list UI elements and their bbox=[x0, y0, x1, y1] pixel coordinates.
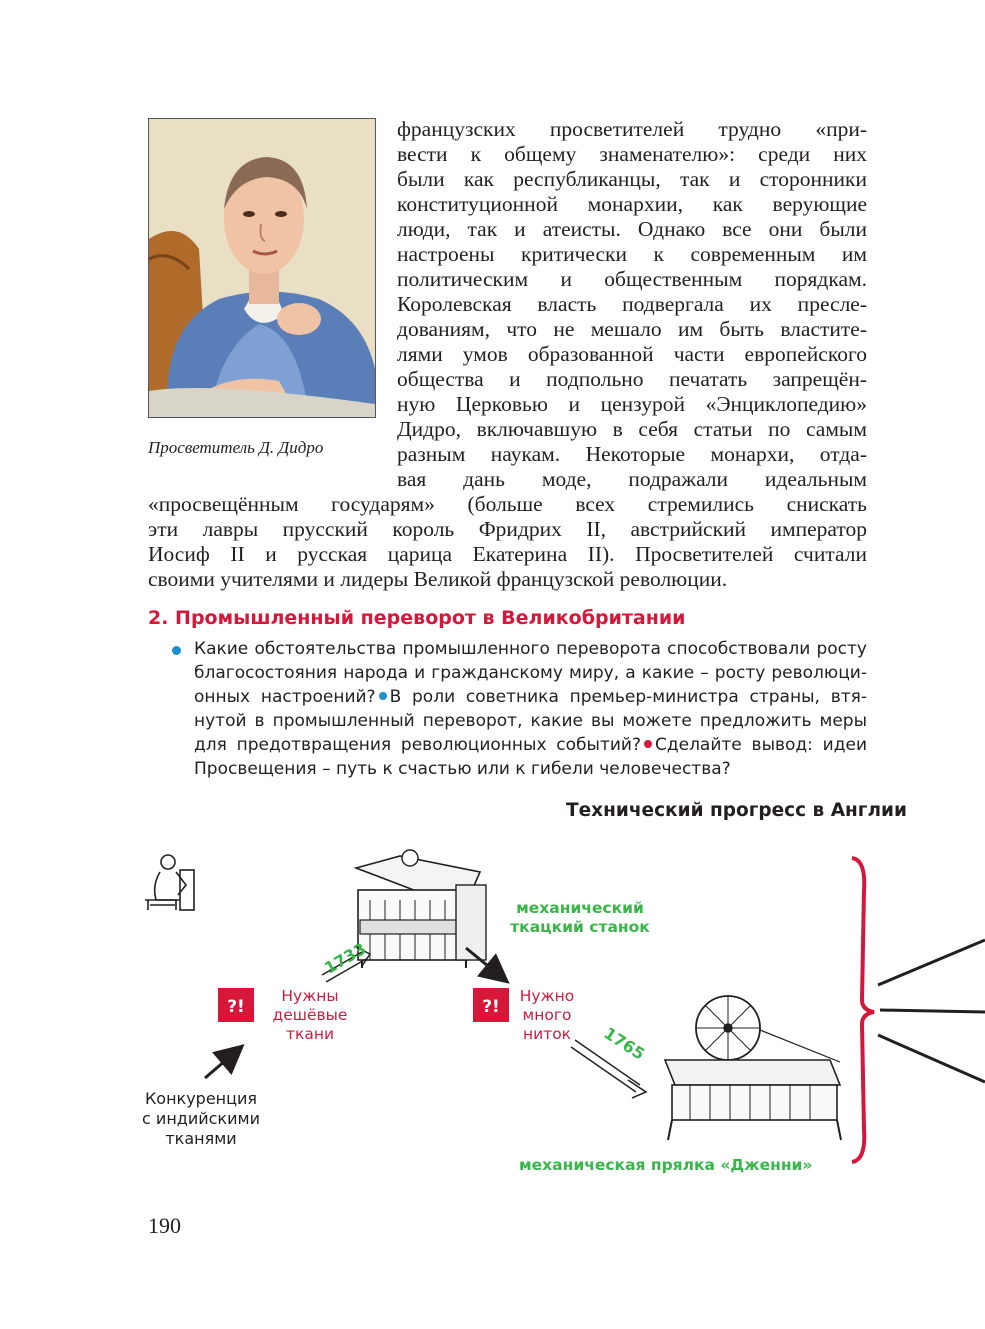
loom-label bbox=[510, 899, 650, 936]
svg-text:ткани: ткани bbox=[285, 1025, 335, 1043]
weaver-figure-icon bbox=[145, 855, 194, 910]
competition-label bbox=[142, 1089, 260, 1148]
body-line: ную Церковью и цензурой «Энциклопедию» bbox=[397, 392, 867, 416]
arrow-icon bbox=[205, 1048, 240, 1078]
section-title: 2. Промышленный переворот в Великобритании bbox=[148, 607, 686, 629]
year-1765: 1765 bbox=[600, 1023, 649, 1064]
svg-text:?!: ?! bbox=[482, 997, 500, 1017]
body-line: французских просветителей трудно «при- bbox=[397, 117, 867, 141]
body-line: своими учителями и лидеры Великой французской революции. bbox=[148, 567, 728, 591]
question-line: Просвещения – путь к счастью или к гибели человечества? bbox=[194, 759, 731, 779]
svg-text:Нужны: Нужны bbox=[281, 987, 339, 1005]
body-line: дованиям, что не мешало им быть властите- bbox=[397, 317, 867, 341]
portrait-caption: Просветитель Д. Дидро bbox=[148, 438, 324, 457]
svg-text:много: много bbox=[522, 1006, 572, 1024]
jenny-label: механическая прялка «Дженни» bbox=[519, 1156, 813, 1174]
question-text: онных настроений? bbox=[194, 687, 376, 707]
question-text: для предотвращения революционных событий? bbox=[194, 735, 641, 755]
body-line: конституционной монархии, как верующие bbox=[397, 192, 867, 216]
diagram-title: Технический прогресс в Англии bbox=[566, 800, 907, 821]
svg-text:тканями: тканями bbox=[165, 1129, 237, 1148]
need-thread-label bbox=[520, 987, 574, 1043]
body-line: эти лавры прусский король Фридрих II, австрийский император bbox=[148, 517, 867, 541]
svg-text:?!: ?! bbox=[227, 997, 245, 1017]
svg-text:с индийскими: с индийскими bbox=[142, 1109, 260, 1128]
alert-badge bbox=[473, 988, 509, 1022]
body-line: политическим и общественным порядкам. bbox=[397, 267, 867, 291]
body-line: лями умов образованной части европейского bbox=[397, 342, 867, 366]
svg-text:Конкуренция: Конкуренция bbox=[144, 1089, 258, 1108]
body-line: настроены критически к современным им bbox=[397, 242, 867, 266]
curly-brace-icon bbox=[852, 858, 874, 1162]
question-text: В роли советника премьер-министра страны, втя- bbox=[389, 687, 867, 707]
need-cloth-label bbox=[273, 987, 348, 1043]
svg-text:Нужно: Нужно bbox=[519, 987, 575, 1005]
body-line: общества и подпольно печатать запрещён- bbox=[397, 367, 867, 391]
body-line: Королевская власть подвергала их пресле- bbox=[397, 292, 867, 316]
year-1733: 1733 bbox=[321, 939, 370, 978]
body-line: люди, так и атеисты. Однако все они были bbox=[397, 217, 867, 241]
body-line: «просвещённым государям» (больше всех стремились снискать bbox=[148, 492, 867, 516]
question-line: нутой в промышленный переворот, какие вы можете предложить меры bbox=[194, 711, 867, 731]
question-text: Сделайте вывод: идеи bbox=[654, 735, 867, 755]
body-line: Иосиф II и русская царица Екатерина II). Просветителей считали bbox=[148, 542, 867, 566]
question-line: Какие обстоятельства промышленного переворота способствовали росту bbox=[194, 639, 867, 659]
body-line: вая дань моде, подражали идеальным bbox=[397, 467, 867, 491]
spinning-jenny-icon bbox=[665, 996, 841, 1140]
body-line: разным наукам. Некоторые монархи, отда- bbox=[397, 442, 867, 466]
svg-text:ткацкий станок: ткацкий станок bbox=[510, 918, 650, 936]
body-line: были как республиканцы, так и сторонники bbox=[397, 167, 867, 191]
page-number: 190 bbox=[148, 1213, 181, 1238]
connector-lines bbox=[878, 940, 985, 1082]
body-line: вести к общему знаменателю»: среди них bbox=[397, 142, 867, 166]
svg-text:дешёвые: дешёвые bbox=[272, 1006, 348, 1024]
question-line: благосостояния народа и гражданскому миру, а какие – росту революци- bbox=[194, 663, 867, 683]
alert-badge bbox=[218, 988, 254, 1022]
svg-text:механический: механический bbox=[516, 899, 644, 917]
svg-text:ниток: ниток bbox=[522, 1025, 572, 1043]
body-line: Дидро, включавшую в себя статьи по самым bbox=[397, 417, 867, 441]
